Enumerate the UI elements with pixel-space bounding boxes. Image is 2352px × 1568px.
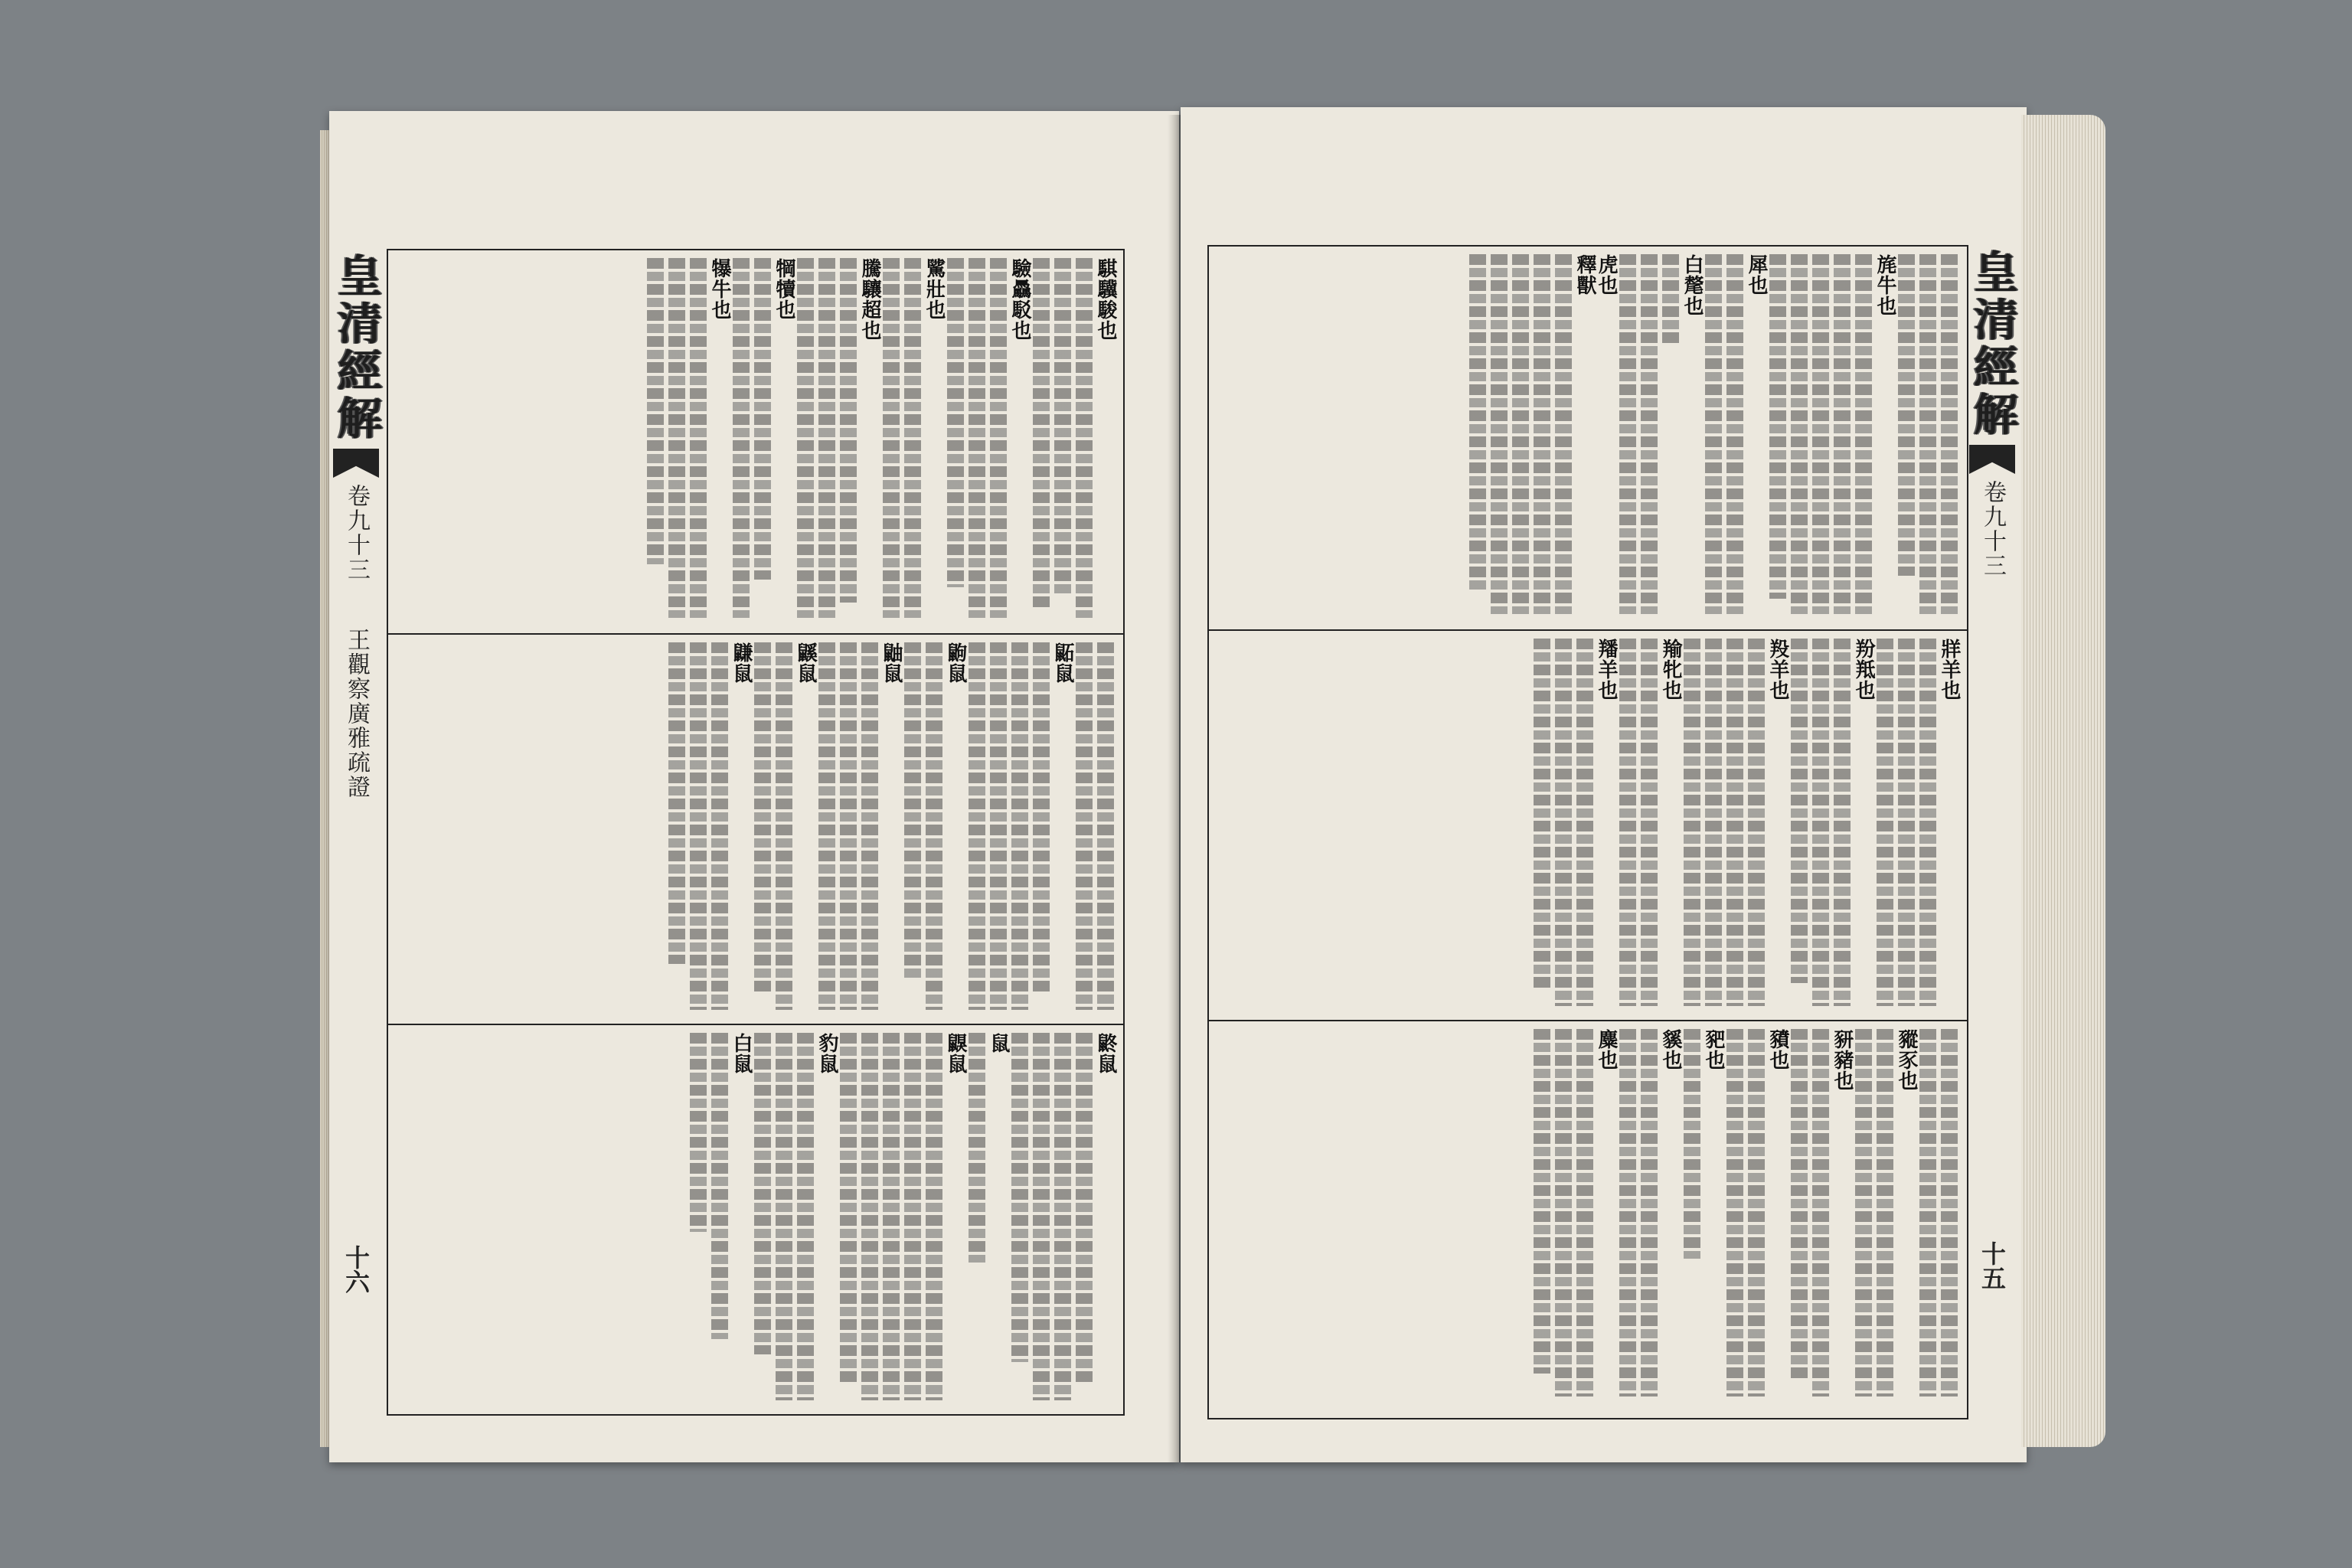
volume-label: 卷九十三	[1979, 480, 2006, 578]
text-column	[1619, 1029, 1636, 1396]
running-title: 皇清經解	[1966, 249, 2018, 439]
text-column	[1791, 639, 1808, 983]
text-column	[1555, 639, 1572, 1006]
text-column	[1054, 1033, 1071, 1400]
text-column	[776, 642, 792, 1010]
text-column	[1555, 254, 1572, 614]
text-column	[1812, 254, 1829, 614]
text-column	[1898, 639, 1915, 1006]
entry-heading: 豜豬也	[1831, 1029, 1854, 1091]
text-column	[1076, 258, 1093, 618]
text-column	[647, 258, 664, 564]
entry-heading: 豝也	[1702, 1029, 1725, 1070]
entry-heading: 羳羊也	[1595, 639, 1618, 701]
text-column	[1076, 1033, 1093, 1385]
text-column	[840, 1033, 857, 1385]
text-column	[904, 642, 921, 979]
text-column	[883, 1033, 900, 1400]
entry-heading: 白氂也	[1681, 254, 1704, 316]
text-column	[1641, 254, 1658, 614]
text-column	[690, 1033, 707, 1232]
entry-heading: 白鼠	[730, 1033, 753, 1074]
text-column	[1033, 1033, 1050, 1400]
text-column	[797, 1033, 814, 1400]
text-column	[1791, 254, 1808, 614]
text-column	[1726, 254, 1743, 614]
volume-label: 卷九十三	[343, 484, 370, 582]
entry-heading: 羭牝也	[1659, 639, 1682, 701]
entry-heading: 騏驥駿也	[1094, 258, 1117, 341]
text-column	[1491, 254, 1508, 614]
text-column	[1812, 1029, 1829, 1396]
text-column	[1555, 1029, 1572, 1396]
text-column	[990, 258, 1007, 618]
text-column	[926, 642, 942, 1010]
text-column	[1855, 1029, 1872, 1396]
text-column	[1855, 254, 1872, 614]
text-column	[1705, 254, 1722, 614]
left-top-band	[388, 250, 1123, 633]
text-column	[861, 1033, 878, 1400]
page-number: 十六	[341, 1245, 371, 1294]
entry-heading: 鼠	[987, 1033, 1010, 1054]
text-column	[711, 1033, 728, 1339]
right-page	[1181, 107, 2027, 1462]
text-column	[861, 642, 878, 1010]
entry-heading: 鼩鼠	[944, 642, 967, 684]
left-middle-band	[388, 635, 1123, 1024]
left-page	[329, 111, 1179, 1462]
entry-heading: 犅犢也	[773, 258, 795, 320]
text-column	[1576, 639, 1593, 1006]
text-column	[1033, 258, 1050, 610]
text-column	[1791, 1029, 1808, 1381]
entry-heading: 鼬鼠	[880, 642, 903, 684]
text-column	[690, 258, 707, 618]
text-column	[1726, 639, 1743, 1006]
left-text-frame	[387, 249, 1125, 1416]
fish-tail-mark-icon	[1969, 445, 2015, 474]
text-column	[1898, 254, 1915, 576]
text-column	[1011, 1033, 1028, 1362]
text-column	[1834, 639, 1851, 1006]
author-label: 王觀察廣雅疏證	[343, 628, 370, 799]
text-column	[1534, 254, 1550, 614]
text-column	[776, 1033, 792, 1400]
text-column	[883, 258, 900, 618]
entry-heading: 騰驤超也	[858, 258, 881, 341]
left-margin-column	[329, 253, 383, 1401]
text-column	[1684, 1029, 1700, 1259]
entry-heading: 牂羊也	[1938, 639, 1961, 701]
entry-heading: 鼷鼠	[794, 642, 817, 684]
text-column	[904, 1033, 921, 1400]
text-column	[1726, 1029, 1743, 1396]
text-column	[1919, 254, 1936, 614]
text-column	[1769, 254, 1786, 599]
text-column	[947, 258, 964, 587]
entry-heading: 鼨鼠	[1094, 1033, 1117, 1074]
text-column	[1534, 639, 1550, 991]
entry-heading: 豶也	[1766, 1029, 1789, 1070]
text-column	[1097, 642, 1114, 1010]
text-column	[1877, 639, 1893, 1006]
entry-heading: 釋獸	[1573, 254, 1596, 296]
right-margin-column	[1965, 249, 2019, 1397]
text-column	[1748, 639, 1765, 1006]
text-column	[1919, 639, 1936, 1006]
text-column	[1941, 254, 1958, 614]
text-column	[1662, 254, 1679, 346]
text-column	[797, 258, 814, 618]
right-text-frame	[1207, 245, 1968, 1419]
text-column	[733, 258, 750, 618]
text-column	[969, 642, 985, 1010]
text-column	[711, 642, 728, 1010]
entry-heading: 豹鼠	[815, 1033, 838, 1074]
text-column	[1011, 642, 1028, 1010]
text-column	[969, 258, 985, 618]
text-column	[926, 1033, 942, 1400]
entry-heading: 麋也	[1595, 1029, 1618, 1070]
right-page-edges	[2021, 115, 2105, 1447]
text-column	[1812, 639, 1829, 1006]
text-column	[1054, 258, 1071, 595]
entry-heading: 驗驫駁也	[1008, 258, 1031, 341]
right-top-band	[1209, 247, 1967, 629]
text-column	[840, 642, 857, 1010]
entry-heading: 鼫鼠	[1051, 642, 1074, 684]
text-column	[1469, 254, 1486, 591]
text-column	[1641, 1029, 1658, 1396]
right-bottom-band	[1209, 1021, 1967, 1410]
text-column	[1641, 639, 1658, 1006]
text-column	[668, 642, 685, 964]
text-column	[1033, 642, 1050, 995]
text-column	[818, 642, 835, 1010]
entry-heading: 虎也	[1595, 254, 1618, 296]
page-number: 十五	[1978, 1241, 2007, 1290]
text-column	[990, 642, 1007, 1010]
left-bottom-band	[388, 1025, 1123, 1414]
entry-heading: 旄牛也	[1873, 254, 1896, 316]
entry-heading: 羖羊也	[1766, 639, 1789, 701]
entry-heading: 鼳鼠	[944, 1033, 967, 1074]
fish-tail-mark-icon	[333, 449, 379, 478]
text-column	[1705, 639, 1722, 1006]
open-book	[329, 100, 2335, 1478]
entry-heading: 豵豕也	[1895, 1029, 1918, 1091]
text-column	[1534, 1029, 1550, 1374]
text-column	[1619, 254, 1636, 614]
entry-heading: 羒羝也	[1852, 639, 1875, 701]
entry-heading: 犦牛也	[708, 258, 731, 320]
text-column	[754, 1033, 771, 1354]
entry-heading: 貕也	[1659, 1029, 1682, 1070]
text-column	[1919, 1029, 1936, 1396]
text-column	[1076, 642, 1093, 1010]
text-column	[1684, 639, 1700, 1006]
entry-heading: 騭壯也	[923, 258, 946, 320]
text-column	[668, 258, 685, 618]
text-column	[969, 1033, 985, 1263]
text-column	[904, 258, 921, 618]
text-column	[840, 258, 857, 603]
text-column	[1834, 254, 1851, 614]
right-middle-band	[1209, 631, 1967, 1020]
text-column	[1748, 1029, 1765, 1396]
entry-heading: 鼸鼠	[730, 642, 753, 684]
text-column	[690, 642, 707, 1010]
text-column	[1619, 639, 1636, 1006]
text-column	[754, 642, 771, 995]
text-column	[818, 258, 835, 618]
text-column	[1941, 1029, 1958, 1396]
running-title: 皇清經解	[330, 253, 382, 443]
text-column	[754, 258, 771, 580]
text-column	[1576, 1029, 1593, 1396]
text-column	[1877, 1029, 1893, 1396]
text-column	[1512, 254, 1529, 614]
entry-heading: 犀也	[1745, 254, 1768, 296]
